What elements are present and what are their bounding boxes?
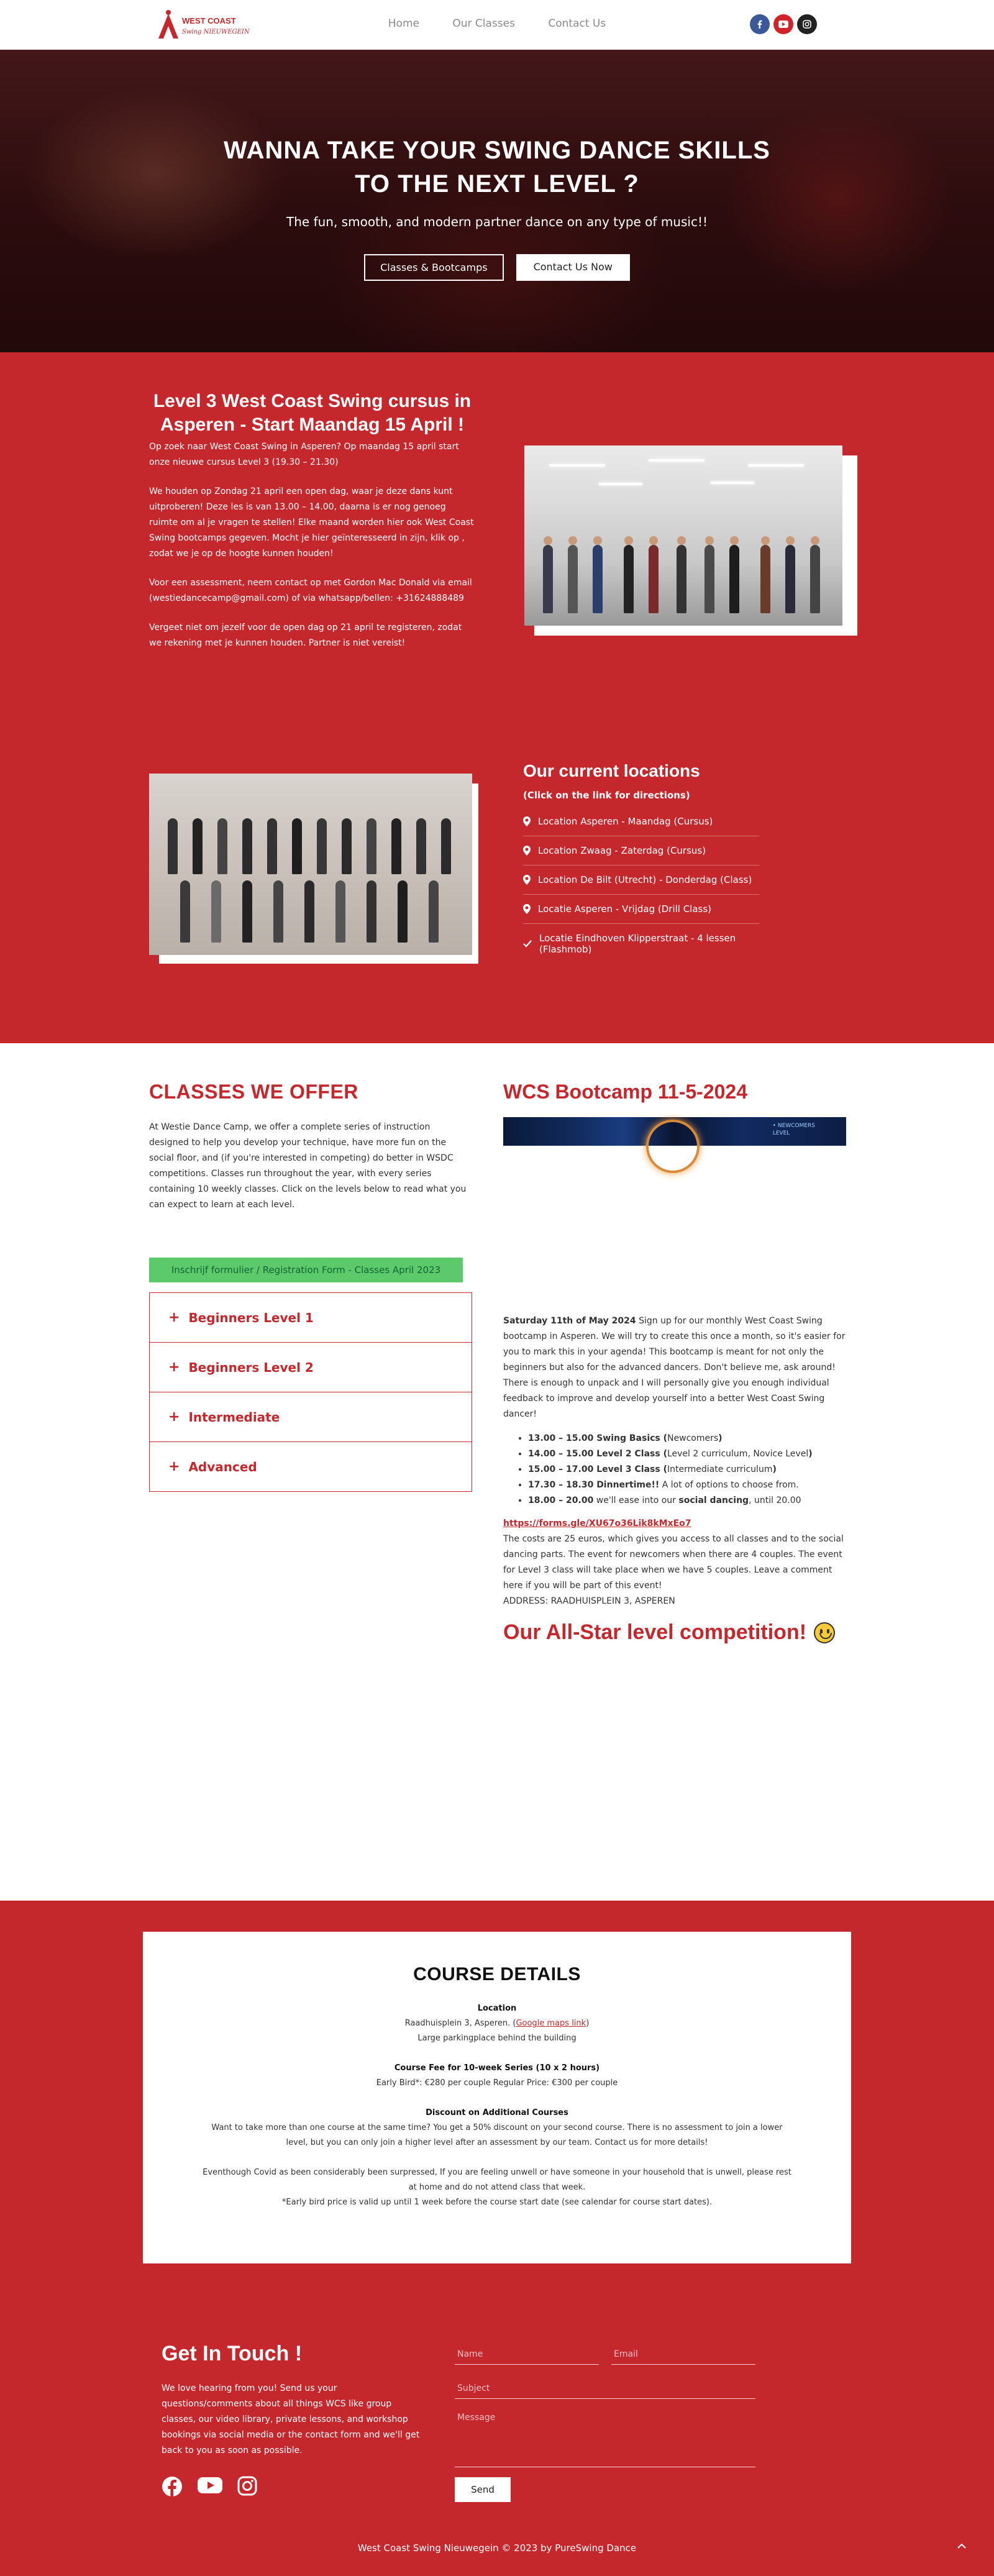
course-fee-text: Early Bird*: €280 per couple Regular Price: €300 per couple bbox=[376, 2078, 618, 2088]
covid-note: Eventhough Covid as been considerably been surpressed, If you are feeling unwell or have someone in your household that is unwell, please rest at home and do not attend class that week. bbox=[203, 2168, 791, 2192]
video-text-2: LEVEL bbox=[772, 1130, 790, 1136]
accordion-intermediate[interactable] bbox=[149, 1392, 472, 1442]
location-de-bilt-donderdag[interactable] bbox=[523, 866, 759, 895]
locations-subtitle: (Click on the link for directions) bbox=[523, 790, 690, 801]
accordion-label: Intermediate bbox=[188, 1409, 280, 1425]
class-photo bbox=[524, 445, 842, 626]
level3-title: Level 3 West Coast Swing cursus in Asperen - Start Maandag 15 April ! bbox=[153, 391, 472, 435]
schedule-item: • 15.00 – 17.00 Level 3 Class (Intermediate curriculum) bbox=[528, 1462, 848, 1478]
hero-subtitle: The fun, smooth, and modern partner dance on any type of music!! bbox=[286, 214, 708, 229]
group-photo-frame bbox=[149, 774, 478, 963]
early-bird-note: *Early bird price is valid up until 1 week before the course start date (see calendar for course start dates). bbox=[281, 2198, 713, 2207]
nav-contact-us[interactable]: Contact Us bbox=[548, 17, 606, 30]
bootcamp-costs: The costs are 25 euros, which gives you access to all classes and to the social dancing parts. The event for newcomers when there are 4 couples. The event for Level 3 class will take place when we have 5 couples. Leave a comment here if you will be part of this event! bbox=[503, 1534, 844, 1591]
location-address: Raadhuisplein 3, Asperen. (Google maps link) bbox=[404, 2019, 590, 2028]
map-pin-icon bbox=[523, 904, 531, 914]
footer-copyright: West Coast Swing Nieuwegein © 2023 by PureSwing Dance bbox=[357, 2542, 637, 2554]
nav-our-classes[interactable]: Our Classes bbox=[452, 17, 515, 30]
location-asperen-vrijdag[interactable] bbox=[523, 895, 759, 924]
level3-paragraph-2: We houden op Zondag 21 april een open dag, waar je deze dans kunt uitproberen! Deze les is van 13.00 – 14.00, daarna is er nog genoeg ruimte om al je vragen te stellen! Elke maand worden hier ook West Coast Swing bootcamps gegeven. Mocht je hier geïnteresseerd in zijn, klik op , zodat we je op de hoogte kunnen houden! bbox=[149, 486, 474, 559]
accordion-beginners-level-1[interactable] bbox=[149, 1292, 472, 1343]
map-pin-icon bbox=[523, 846, 531, 856]
logo-subtext: Swing NIEUWEGEIN bbox=[182, 29, 250, 35]
schedule-item: • 18.00 – 20.00 we'll ease into our social dancing, until 20.00 bbox=[528, 1493, 848, 1509]
accordion-label: Beginners Level 1 bbox=[188, 1310, 314, 1325]
location-asperen-maandag[interactable] bbox=[523, 807, 759, 836]
contact-section bbox=[0, 2342, 994, 2520]
location-label: Locatie Asperen - Vrijdag (Drill Class) bbox=[538, 903, 712, 915]
nav-home[interactable]: Home bbox=[388, 17, 419, 30]
contact-title: Get In Touch ! bbox=[162, 2342, 303, 2365]
hero-banner bbox=[0, 50, 994, 352]
header-socials bbox=[750, 14, 817, 34]
hero-title bbox=[217, 134, 777, 201]
contact-us-now-button[interactable]: Contact Us Now bbox=[516, 254, 630, 281]
location-label: Location De Bilt (Utrecht) - Donderdag (Class) bbox=[538, 874, 752, 885]
email-field[interactable]: Email bbox=[611, 2344, 755, 2365]
accordion-advanced[interactable] bbox=[149, 1441, 472, 1492]
contact-socials bbox=[162, 2476, 422, 2497]
accordion-label: Beginners Level 2 bbox=[188, 1359, 314, 1375]
message-field[interactable]: Message bbox=[455, 2408, 755, 2467]
classes-title: CLASSES WE OFFER bbox=[149, 1080, 358, 1103]
registration-form-button[interactable]: Inschrijf formulier / Registration Form - Classes April 2023 bbox=[149, 1258, 463, 1282]
course-details-section bbox=[0, 1901, 994, 2342]
bootcamp-date: Saturday 11th of May 2024 bbox=[503, 1316, 636, 1326]
hero-title-line1: WANNA TAKE YOUR SWING DANCE SKILLS bbox=[224, 137, 770, 164]
location-label: Locatie Eindhoven Klipperstraat - 4 lessen (Flashmob) bbox=[539, 933, 736, 955]
locations-title: Our current locations bbox=[523, 761, 700, 780]
location-label: Location bbox=[477, 2004, 517, 2013]
location-eindhoven-flashmob[interactable] bbox=[523, 924, 759, 964]
plus-icon: + bbox=[168, 1310, 180, 1325]
schedule-item: • 17.30 – 18.30 Dinnertime!! A lot of options to choose from. bbox=[528, 1478, 848, 1493]
levels-accordion bbox=[149, 1293, 472, 1492]
bootcamp-address: ADDRESS: RAADHUISPLEIN 3, ASPEREN bbox=[503, 1596, 675, 1606]
parking-info: Large parkingplace behind the building bbox=[417, 2034, 577, 2043]
locations-section bbox=[0, 761, 994, 1043]
logo-text: WEST COAST bbox=[182, 16, 236, 25]
classes-section bbox=[0, 1043, 994, 1901]
bootcamp-title: WCS Bootcamp 11-5-2024 bbox=[503, 1080, 748, 1103]
subject-field[interactable]: Subject bbox=[455, 2378, 755, 2399]
contact-text: We love hearing from you! Send us your questions/comments about all things WCS like group classes, our video library, private lessons, and workshop bookings via social media or the contact form and we'll get back to you as soon as possible. bbox=[162, 2383, 420, 2455]
contact-form bbox=[455, 2344, 755, 2502]
check-icon bbox=[523, 940, 532, 948]
map-pin-icon bbox=[523, 875, 531, 885]
plus-icon: + bbox=[168, 1409, 180, 1425]
bootcamp-form-link[interactable]: https://forms.gle/XU67o36Lik8kMxEo7 bbox=[503, 1519, 691, 1528]
site-footer bbox=[0, 2520, 994, 2576]
facebook-icon[interactable] bbox=[162, 2476, 183, 2497]
group-photo bbox=[149, 774, 472, 955]
location-zwaag-zaterdag[interactable] bbox=[523, 836, 759, 866]
bootcamp-intro bbox=[503, 1313, 848, 1422]
name-field[interactable]: Name bbox=[455, 2344, 599, 2365]
discount-label: Discount on Additional Courses bbox=[426, 2108, 568, 2117]
send-button[interactable]: Send bbox=[455, 2477, 511, 2502]
video-text-1: • NEWCOMERS bbox=[772, 1123, 815, 1129]
level3-paragraph-3: Voor een assessment, neem contact op met Gordon Mac Donald via email (westiedancecamp@gmail.com) of via whatsapp/bellen: +31624888489 bbox=[149, 578, 472, 603]
level3-section bbox=[0, 352, 994, 761]
plus-icon: + bbox=[168, 1459, 180, 1474]
classes-bootcamps-button[interactable]: Classes & Bootcamps bbox=[364, 254, 503, 281]
allstar-heading bbox=[503, 1620, 848, 1645]
course-details-title: COURSE DETAILS bbox=[413, 1964, 581, 1985]
schedule-item: • 14.00 – 15.00 Level 2 Class (Level 2 curriculum, Novice Level) bbox=[528, 1446, 848, 1462]
bootcamp-schedule bbox=[503, 1431, 848, 1509]
instagram-icon[interactable] bbox=[237, 2476, 257, 2496]
discount-text: Want to take more than one course at the same time? You get a 50% discount on your second course. There is no assessment to join a lower level, but you can only join a higher level after an assessment by our team. Contact us for more details! bbox=[211, 2123, 783, 2147]
site-header bbox=[0, 0, 994, 50]
locations-panel bbox=[523, 761, 759, 964]
class-photo-frame bbox=[524, 445, 857, 638]
smiley-icon bbox=[814, 1622, 835, 1643]
location-label: Location Asperen - Maandag (Cursus) bbox=[538, 816, 713, 827]
main-nav bbox=[0, 17, 994, 30]
map-pin-icon bbox=[523, 816, 531, 826]
location-label: Location Zwaag - Zaterdag (Cursus) bbox=[538, 845, 706, 856]
level3-paragraph-1: Op zoek naar West Coast Swing in Asperen? Op maandag 15 april start onze nieuwe cursus Level 3 (19.30 – 21.30) bbox=[149, 442, 459, 467]
accordion-label: Advanced bbox=[188, 1459, 257, 1474]
bootcamp-intro-text: Sign up for our monthly West Coast Swing bootcamp in Asperen. We will try to create this once a month, so it's easier for you to mark this in your agenda! This bootcamp is meant for not only the beginners but also for the advanced dancers. Don't believe me, ask around! There is enough to unpack and I will personally give you enough individual feedback to improve and develop yourself into a better West Coast Swing dancer! bbox=[503, 1316, 846, 1419]
allstar-text: Our All-Star level competition! bbox=[503, 1620, 807, 1644]
chevron-up-icon[interactable] bbox=[954, 2539, 969, 2554]
level3-paragraph-4: Vergeet niet om jezelf voor de open dag op 21 april te registeren, zodat we rekening met je kunnen houden. Partner is niet vereist! bbox=[149, 623, 462, 648]
bootcamp-video[interactable] bbox=[503, 1117, 846, 1146]
instagram-icon[interactable] bbox=[797, 14, 817, 34]
bootcamp-panel bbox=[503, 1080, 848, 1645]
course-fee-label: Course Fee for 10-week Series (10 x 2 hours) bbox=[394, 2063, 600, 2073]
course-details-card bbox=[143, 1932, 851, 2263]
facebook-icon[interactable] bbox=[750, 14, 770, 34]
accordion-beginners-level-2[interactable] bbox=[149, 1342, 472, 1392]
schedule-item: • 13.00 – 15.00 Swing Basics (Newcomers) bbox=[528, 1431, 848, 1446]
youtube-icon[interactable] bbox=[773, 14, 793, 34]
classes-description: At Westie Dance Camp, we offer a complete series of instruction designed to help you develop your technique, have more fun on the social floor, and (if you're interested in competing) do better in WSDC competitions. Classes run throughout the year, with every series containing 10 weekly classes. Click on the levels below to read what you can expect to learn at each level. bbox=[149, 1122, 467, 1210]
youtube-icon[interactable] bbox=[198, 2476, 222, 2495]
hero-title-line2: TO THE NEXT LEVEL ? bbox=[355, 170, 639, 198]
google-maps-link[interactable]: Google maps link bbox=[516, 2019, 586, 2028]
plus-icon: + bbox=[168, 1359, 180, 1375]
